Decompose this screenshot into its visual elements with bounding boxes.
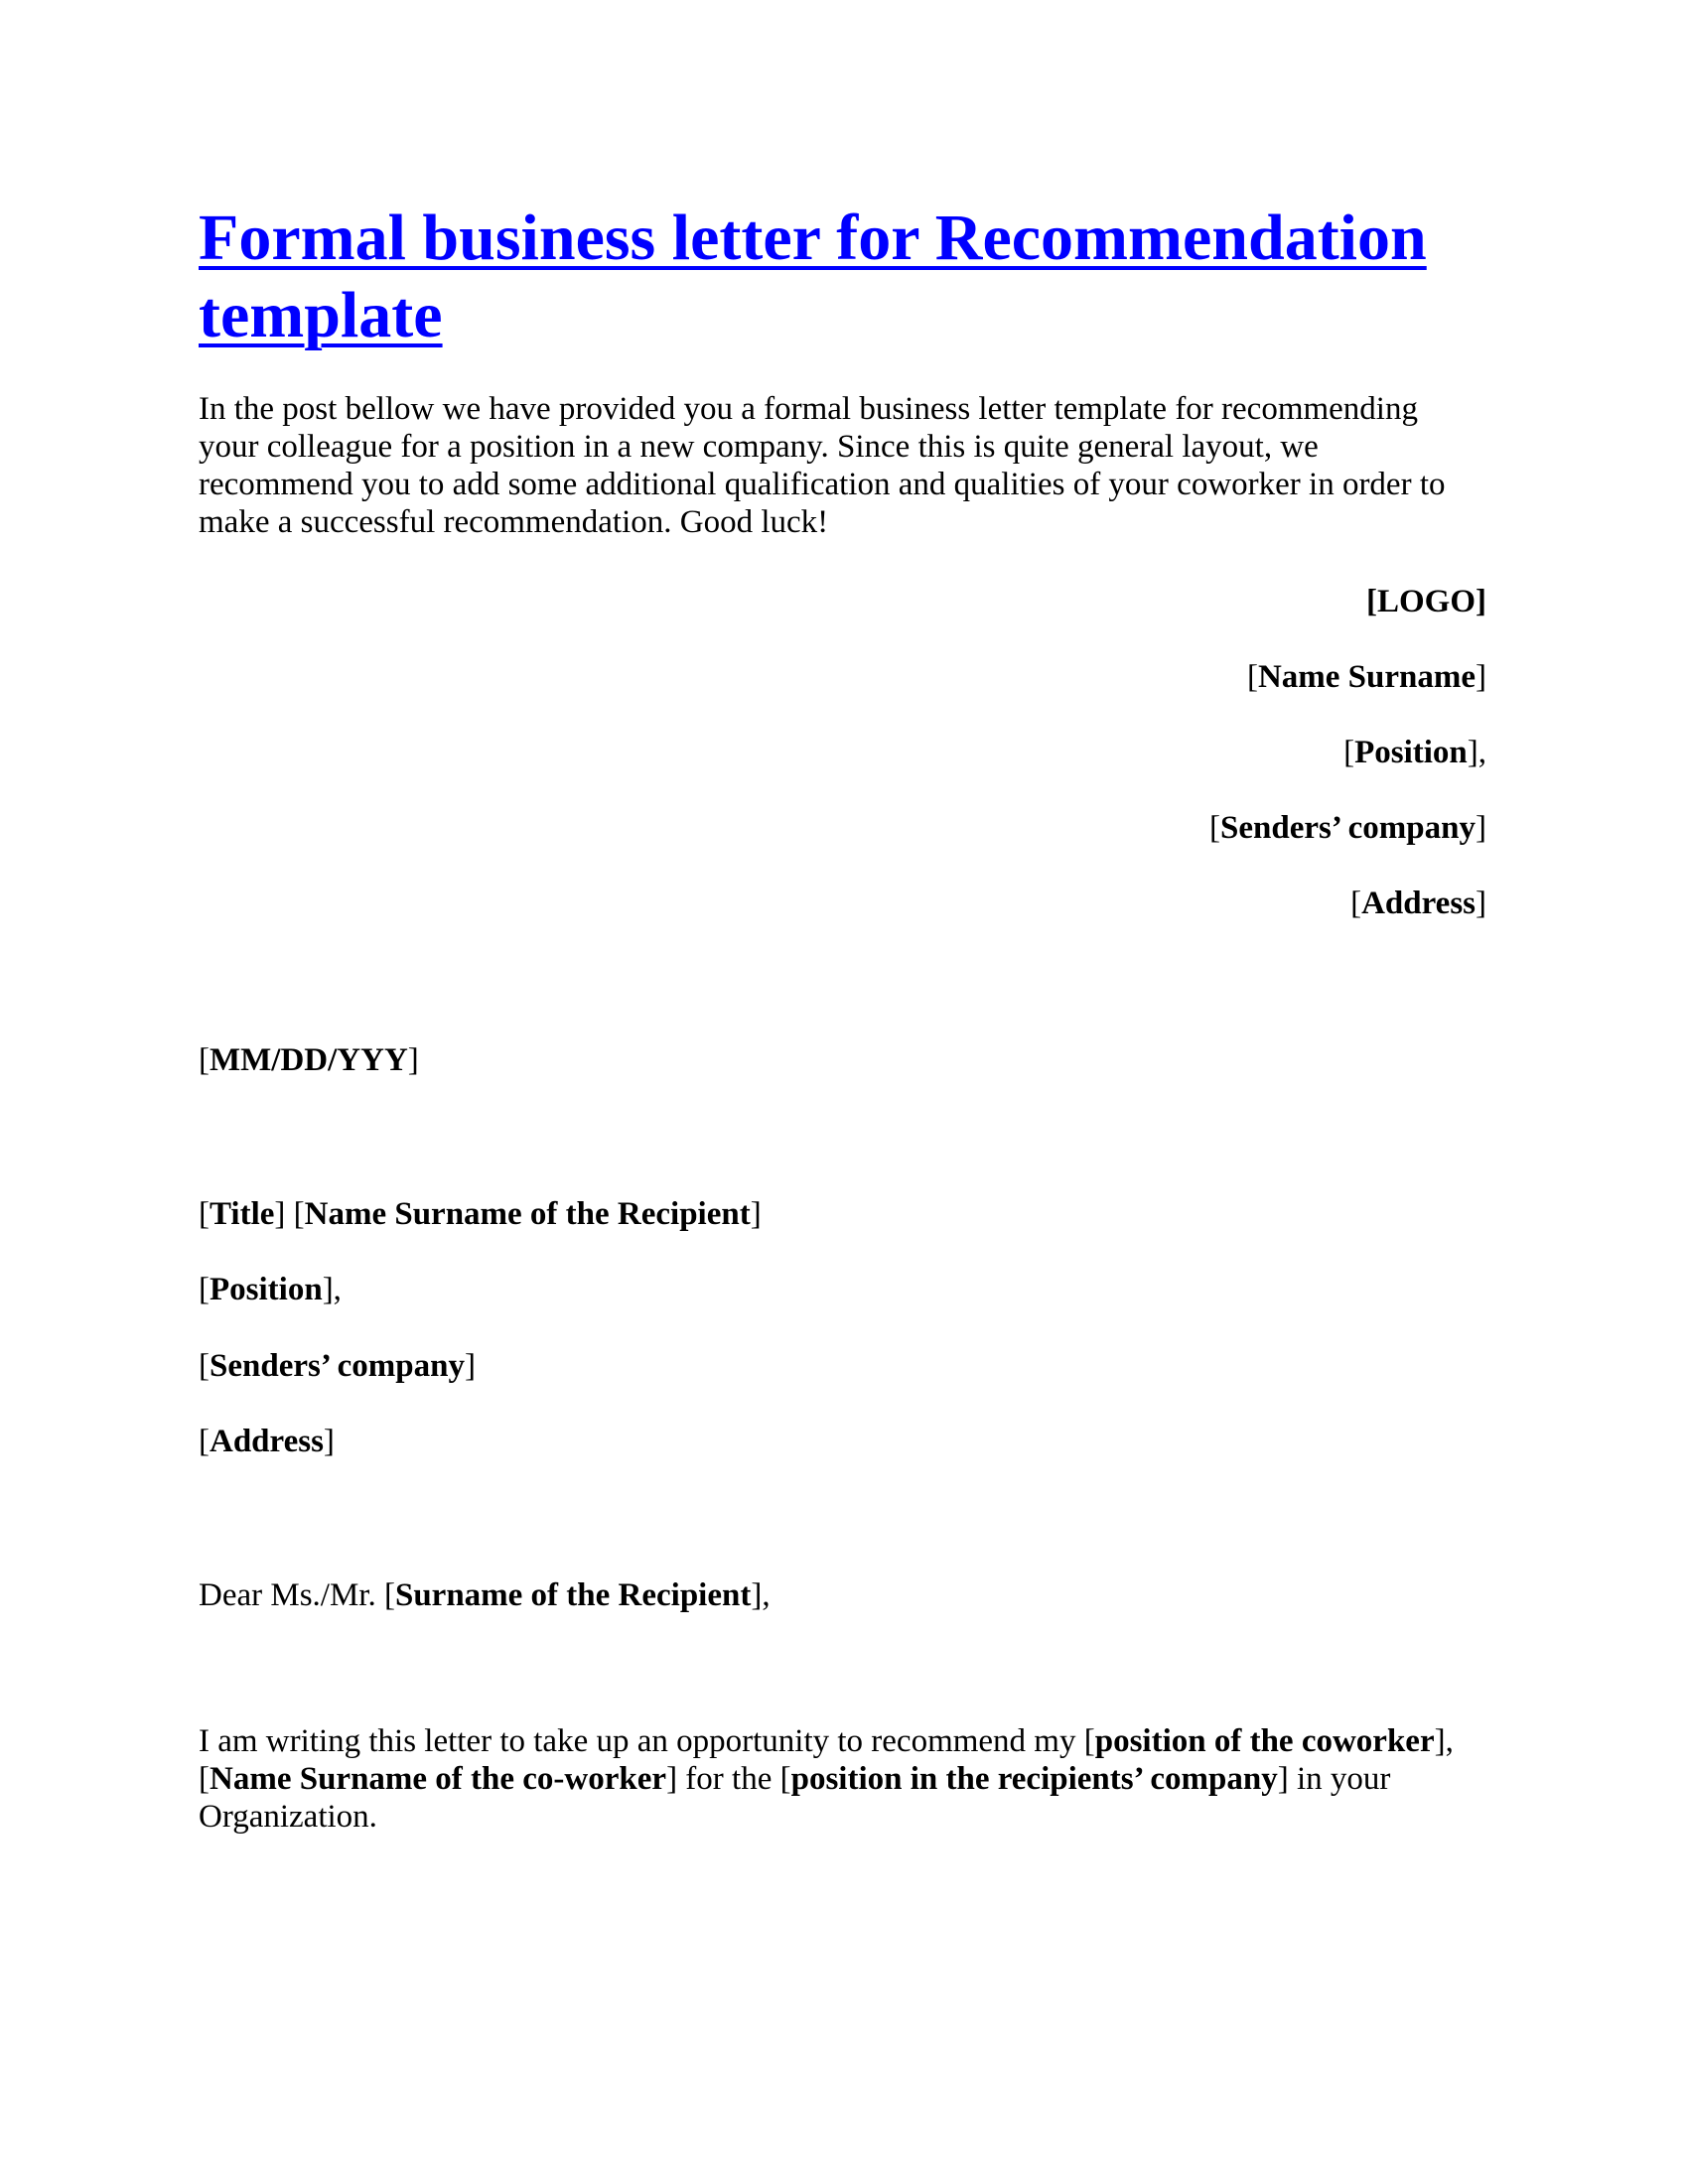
bracket: [ [199, 1042, 210, 1078]
body-text: ] for the [ [666, 1761, 791, 1797]
body-text: ] in your [1277, 1761, 1391, 1797]
sender-company-value: Senders’ company [1220, 810, 1476, 846]
intro-line: your colleague for a position in a new company. Since this is quite general layout, we [199, 429, 1319, 465]
body-line [199, 1798, 1454, 1836]
body-paragraph [199, 1722, 1454, 1836]
bracket: ] [323, 1424, 335, 1459]
salutation-suffix: ], [751, 1577, 771, 1613]
intro-line: make a successful recommendation. Good luck! [199, 504, 829, 540]
body-text: ], [1434, 1723, 1454, 1759]
sender-address-value: Address [1361, 886, 1476, 921]
bracket: [ [1209, 810, 1221, 846]
sender-position-value: Position [1354, 735, 1468, 770]
bracket: ], [322, 1272, 342, 1307]
bracket: [ [199, 1424, 210, 1459]
body-line [199, 1760, 1454, 1798]
recipient-title-name [199, 1195, 762, 1233]
document-title [199, 200, 1489, 354]
date-value: MM/DD/YYY [210, 1042, 408, 1078]
logo-placeholder-text: [LOGO] [1366, 584, 1486, 619]
bracket: ] [407, 1042, 419, 1078]
bracket: ] [1476, 659, 1486, 695]
bracket: ] [ [274, 1196, 305, 1232]
bracket: ] [464, 1348, 476, 1384]
body-line [199, 1722, 1454, 1760]
bracket: [ [1350, 886, 1362, 921]
title-line-2: template [199, 279, 443, 351]
title-link[interactable] [199, 202, 1427, 351]
recipient-company [199, 1347, 476, 1385]
bracket: [ [199, 1348, 210, 1384]
bracket: [ [1246, 659, 1258, 695]
sender-name [1247, 658, 1486, 696]
bracket: ] [1476, 886, 1486, 921]
recipient-address-value: Address [210, 1424, 324, 1459]
recipient-position [199, 1271, 342, 1308]
intro-line: In the post bellow we have provided you a formal business letter template for recommending [199, 391, 1418, 427]
bracket: [ [199, 1272, 210, 1307]
coworker-position-placeholder: position of the coworker [1094, 1723, 1435, 1759]
intro-paragraph [199, 390, 1445, 541]
bracket: [ [1343, 735, 1355, 770]
recipient-company-position-placeholder: position in the recipients’ company [790, 1761, 1278, 1797]
salutation-prefix: Dear Ms./Mr. [ [199, 1577, 395, 1613]
body-text: Organization. [199, 1799, 377, 1835]
sender-position [1343, 734, 1486, 771]
bracket: ] [1476, 810, 1486, 846]
body-text: [ [199, 1761, 210, 1797]
letter-date [199, 1041, 419, 1079]
title-line-1: Formal business letter for Recommendation [199, 202, 1427, 274]
bracket: [ [199, 1196, 210, 1232]
recipient-position-value: Position [210, 1272, 323, 1307]
coworker-name-placeholder: Name Surname of the co-worker [210, 1761, 667, 1797]
recipient-company-value: Senders’ company [210, 1348, 465, 1384]
salutation-recipient-surname: Surname of the Recipient [394, 1577, 752, 1613]
salutation [199, 1576, 771, 1614]
sender-company [1209, 809, 1486, 847]
bracket: ], [1467, 735, 1486, 770]
recipient-name-value: Name Surname of the Recipient [304, 1196, 751, 1232]
bracket: ] [750, 1196, 762, 1232]
recipient-address [199, 1423, 335, 1460]
sender-address [1350, 885, 1486, 922]
recipient-title-value: Title [210, 1196, 275, 1232]
intro-line: recommend you to add some additional qualification and qualities of your coworker in order to [199, 467, 1446, 502]
sender-logo-placeholder [1366, 583, 1486, 620]
body-text: I am writing this letter to take up an opportunity to recommend my [ [199, 1723, 1095, 1759]
sender-name-value: Name Surname [1257, 659, 1476, 695]
